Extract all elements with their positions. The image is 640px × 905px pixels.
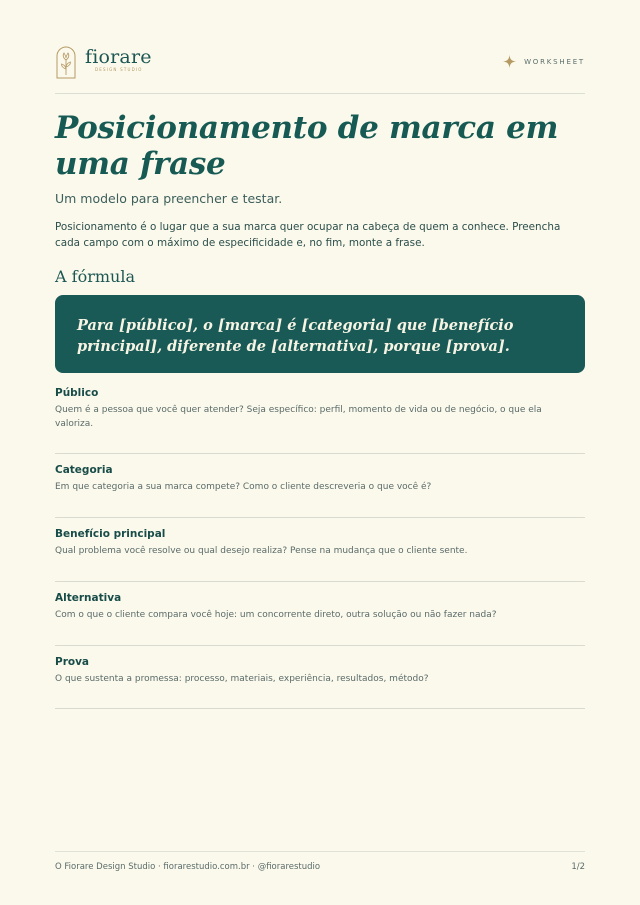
footer-divider bbox=[55, 851, 585, 852]
field-divider bbox=[55, 581, 585, 582]
page-number: 1/2 bbox=[571, 862, 585, 872]
field-divider bbox=[55, 517, 585, 518]
header-divider bbox=[55, 93, 585, 94]
intro-paragraph: Posicionamento é o lugar que a sua marca quer ocupar na cabeça de quem a conhece. Preencha cada campo com o máximo de especificidade e, no fim, monte a frase. bbox=[55, 221, 561, 249]
worksheet-badge bbox=[503, 55, 585, 68]
page-header bbox=[55, 44, 585, 84]
formula-text: Para [público], o [marca] é [categoria] que [benefício principal], diferente de [alternativa], porque [prova]. bbox=[77, 317, 514, 355]
field-label: Público bbox=[55, 387, 99, 399]
field-divider bbox=[55, 453, 585, 454]
brand-logo bbox=[55, 44, 152, 80]
brand-tagline: DESIGN STUDIO bbox=[95, 67, 143, 72]
field-categoria[interactable] bbox=[55, 463, 585, 494]
field-help: O que sustenta a promessa: processo, materiais, experiência, resultados, método? bbox=[55, 674, 429, 684]
field-help: Quem é a pessoa que você quer atender? Seja específico: perfil, momento de vida ou de negócio, o que ela valoriza. bbox=[55, 405, 542, 429]
field-label: Benefício principal bbox=[55, 528, 166, 540]
brand-name: fiorare bbox=[85, 46, 152, 68]
field-publico[interactable] bbox=[55, 386, 585, 431]
field-prova[interactable] bbox=[55, 655, 585, 686]
formula-heading: A fórmula bbox=[55, 267, 135, 286]
page-title: Posicionamento de marca em uma frase bbox=[55, 110, 559, 182]
formula-card bbox=[55, 295, 585, 373]
field-alternativa[interactable] bbox=[55, 591, 585, 622]
field-help: Com o que o cliente compara você hoje: um concorrente direto, outra solução ou não fazer nada? bbox=[55, 610, 497, 620]
sparkle-star-icon bbox=[503, 55, 516, 68]
footer-credits: O Fiorare Design Studio · fiorarestudio.com.br · @fiorarestudio bbox=[55, 862, 321, 872]
field-help: Em que categoria a sua marca compete? Como o cliente descreveria o que você é? bbox=[55, 482, 432, 492]
field-label: Alternativa bbox=[55, 592, 122, 604]
page-subtitle: Um modelo para preencher e testar. bbox=[55, 191, 283, 206]
field-beneficio-principal[interactable] bbox=[55, 527, 585, 558]
field-divider bbox=[55, 645, 585, 646]
field-label: Categoria bbox=[55, 464, 113, 476]
worksheet-page bbox=[55, 0, 585, 905]
flower-arch-logo-icon bbox=[55, 45, 77, 79]
worksheet-label: WORKSHEET bbox=[524, 57, 585, 66]
field-label: Prova bbox=[55, 656, 90, 668]
field-divider bbox=[55, 708, 585, 709]
field-help: Qual problema você resolve ou qual desejo realiza? Pense na mudança que o cliente sente. bbox=[55, 546, 468, 556]
